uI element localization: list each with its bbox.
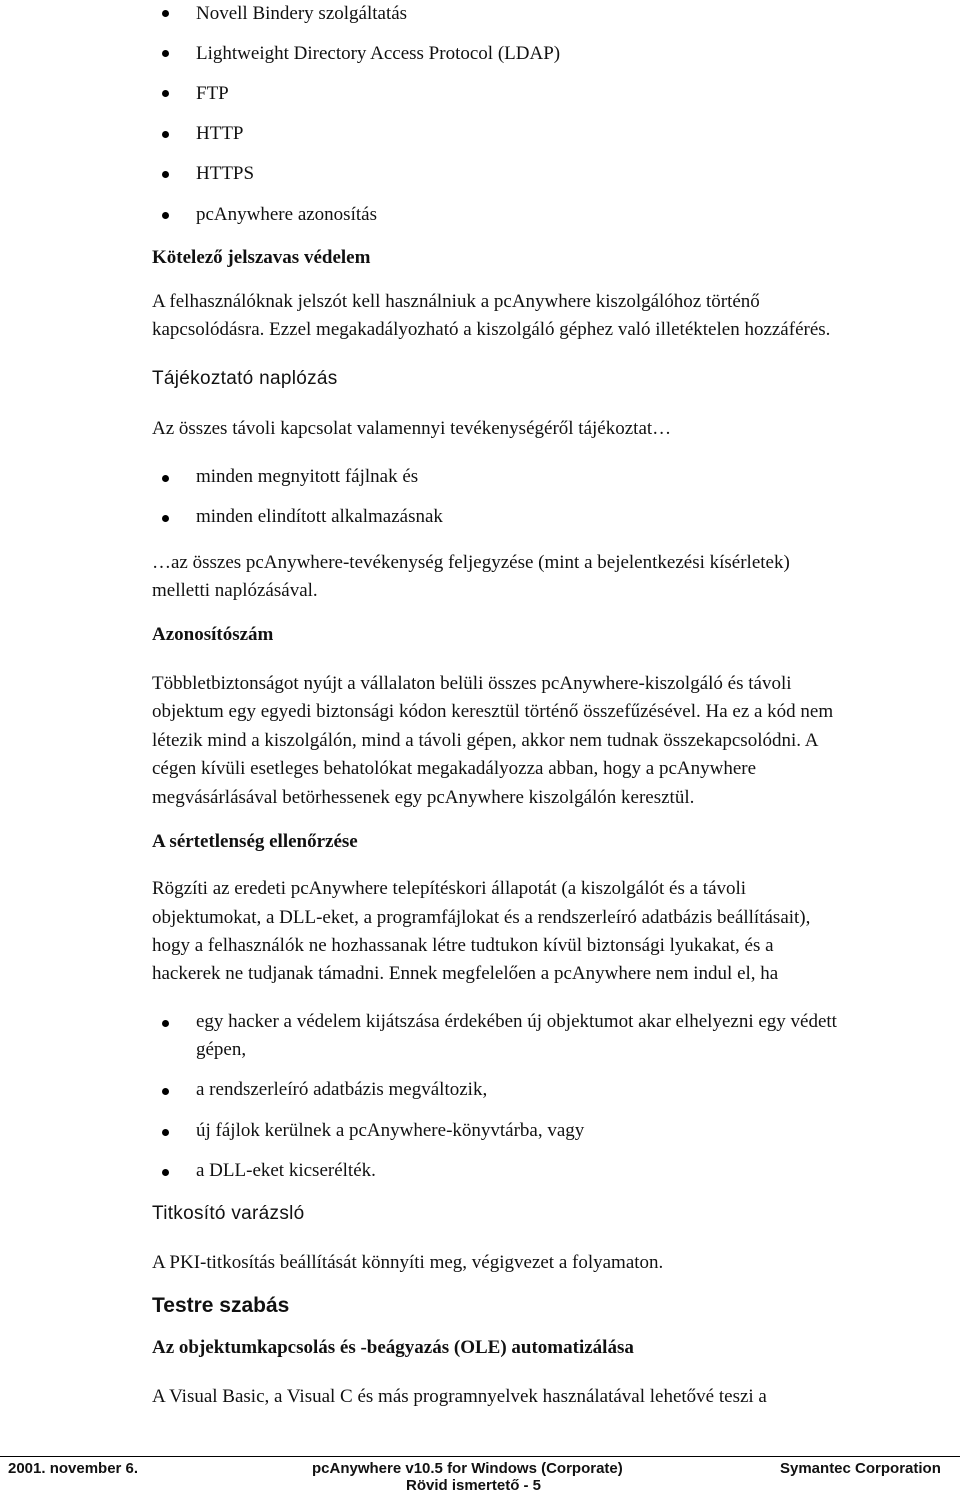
paragraph-line: objektumokat, a DLL-eket, a programfájlokat és a rendszerleíró adatbázis beállításait), — [152, 907, 811, 928]
list-item: Lightweight Directory Access Protocol (LDAP) — [196, 43, 561, 64]
paragraph-line: objektum egy egyedi biztonsági kódon keresztül történő összefűzésével. Ha ez a kód nem — [152, 701, 834, 722]
paragraph-line: cégen kívüli esetleges behatolókat megakadályozza abban, hogy a pcAnywhere — [152, 758, 757, 779]
bullet-dot — [162, 1020, 169, 1027]
paragraph-line: Az összes távoli kapcsolat valamennyi tevékenységéről tájékoztat… — [152, 418, 672, 439]
paragraph-line: melletti naplózásával. — [152, 580, 318, 601]
bullet-dot — [162, 212, 169, 219]
heading-encryption-wizard: Titkosító varázsló — [152, 1203, 305, 1224]
bullet-dot — [162, 10, 169, 17]
paragraph-line: megvásárlásával betörhessenek egy pcAnywhere kiszolgálón keresztül. — [152, 787, 695, 808]
heading-password: Kötelező jelszavas védelem — [152, 247, 371, 268]
list-item: HTTPS — [196, 163, 255, 184]
list-item-continuation: gépen, — [196, 1039, 247, 1060]
bullet-dot — [162, 1088, 169, 1095]
list-item: HTTP — [196, 123, 244, 144]
paragraph-line: A Visual Basic, a Visual C és más programnyelvek használatával lehetővé teszi a — [152, 1386, 767, 1407]
paragraph-line: kapcsolódásra. Ezzel megakadályozható a kiszolgáló géphez való illetéktelen hozzáférés. — [152, 319, 831, 340]
list-item: pcAnywhere azonosítás — [196, 204, 377, 225]
heading-ole: Az objektumkapcsolás és -beágyazás (OLE) automatizálása — [152, 1337, 634, 1358]
footer-product: pcAnywhere v10.5 for Windows (Corporate) — [312, 1460, 623, 1477]
bullet-dot — [162, 50, 169, 57]
paragraph-line: Rögzíti az eredeti pcAnywhere telepítéskori állapotát (a kiszolgálót és a távoli — [152, 878, 747, 899]
heading-customization: Testre szabás — [152, 1294, 290, 1317]
paragraph-line: A PKI-titkosítás beállítását könnyíti meg, végigvezet a folyamaton. — [152, 1252, 664, 1273]
bullet-dot — [162, 131, 169, 138]
footer-date: 2001. november 6. — [8, 1460, 139, 1477]
footer-company: Symantec Corporation — [780, 1460, 941, 1477]
list-item: FTP — [196, 83, 229, 104]
list-item: minden elindított alkalmazásnak — [196, 506, 443, 527]
list-item: minden megnyitott fájlnak és — [196, 466, 419, 487]
paragraph-line: létezik mind a kiszolgálón, mind a távoli gépen, akkor nem tudnak összekapcsolódni. A — [152, 730, 819, 751]
bullet-dot — [162, 475, 169, 482]
paragraph-line: …az összes pcAnywhere-tevékenység feljegyzése (mint a bejelentkezési kísérletek) — [152, 552, 790, 573]
bullet-dot — [162, 1169, 169, 1176]
heading-logging: Tájékoztató naplózás — [152, 368, 338, 389]
paragraph-line: hackerek ne tudjanak támadni. Ennek megfelelően a pcAnywhere nem indul el, ha — [152, 963, 779, 984]
footer-page-number: Rövid ismertető - 5 — [406, 1477, 542, 1494]
bullet-dot — [162, 1129, 169, 1136]
paragraph-line: A felhasználóknak jelszót kell használniuk a pcAnywhere kiszolgálóhoz történő — [152, 291, 760, 312]
paragraph-line: hogy a felhasználók ne hozhassanak létre tudtukon kívül biztonsági lyukakat, és a — [152, 935, 774, 956]
list-item: új fájlok kerülnek a pcAnywhere-könyvtárba, vagy — [196, 1120, 585, 1141]
heading-integrity: A sértetlenség ellenőrzése — [152, 831, 358, 852]
list-item: a DLL-eket kicserélték. — [196, 1160, 376, 1181]
paragraph-line: Többletbiztonságot nyújt a vállalaton belüli összes pcAnywhere-kiszolgáló és távoli — [152, 673, 792, 694]
bullet-dot — [162, 90, 169, 97]
footer-divider — [0, 1456, 960, 1457]
list-item: egy hacker a védelem kijátszása érdekében új objektumot akar elhelyezni egy védett — [196, 1011, 837, 1032]
list-item: a rendszerleíró adatbázis megváltozik, — [196, 1079, 488, 1100]
bullet-dot — [162, 515, 169, 522]
list-item: Novell Bindery szolgáltatás — [196, 3, 408, 24]
bullet-dot — [162, 171, 169, 178]
heading-id-number: Azonosítószám — [152, 624, 274, 645]
